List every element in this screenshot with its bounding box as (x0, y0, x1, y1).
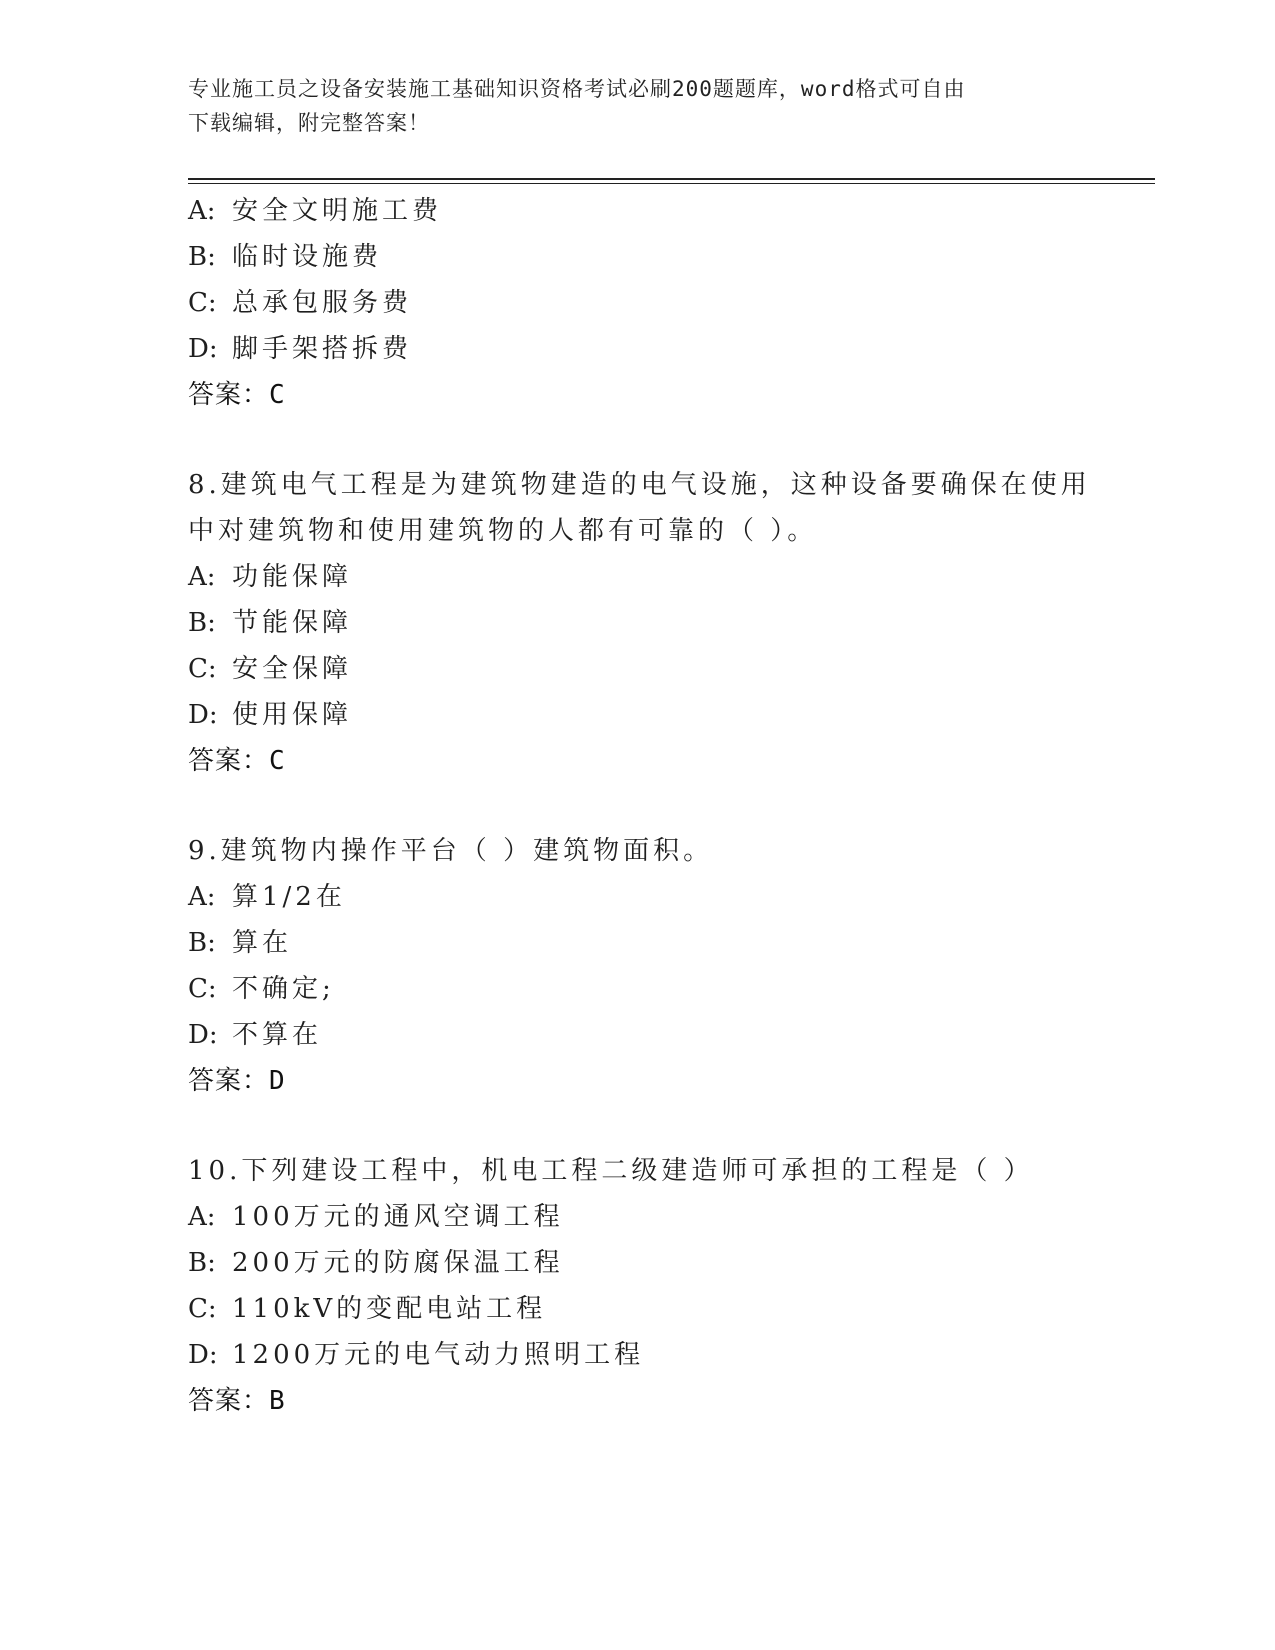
option-text: 总承包服务费 (232, 288, 413, 318)
question-7 (188, 188, 1088, 418)
option-letter: A: (188, 196, 216, 226)
header-divider-bottom (188, 183, 1155, 184)
answer-line (188, 1378, 1088, 1424)
option-text: 安全文明施工费 (232, 196, 443, 226)
option-a (188, 874, 1088, 920)
question-stem: 10.下列建设工程中，机电工程二级建造师可承担的工程是（ ） (188, 1156, 1034, 1186)
answer-label: 答案： (188, 380, 270, 410)
option-text: 算1/2在 (232, 882, 346, 912)
answer-value: C (269, 746, 286, 776)
option-letter: A: (188, 562, 216, 592)
answer-value: B (269, 1386, 286, 1416)
option-a (188, 1194, 1088, 1240)
header-line-1: 专业施工员之设备安装施工基础知识资格考试必刷200题题库，word格式可自由 (188, 77, 966, 101)
option-text: 110kV的变配电站工程 (232, 1294, 547, 1324)
answer-label: 答案： (188, 1066, 270, 1096)
option-letter: C: (188, 1294, 217, 1324)
option-c (188, 280, 1088, 326)
question-9 (188, 828, 1088, 1104)
option-text: 算在 (232, 928, 293, 958)
option-text: 临时设施费 (232, 242, 383, 272)
option-text: 功能保障 (232, 562, 353, 592)
option-text: 脚手架搭拆费 (232, 334, 413, 364)
answer-line (188, 372, 1088, 418)
answer-line (188, 738, 1088, 784)
question-gap (188, 784, 1088, 828)
option-letter: B: (188, 242, 216, 272)
option-letter: C: (188, 974, 217, 1004)
option-c (188, 646, 1088, 692)
option-text: 不算在 (232, 1020, 323, 1050)
answer-value: D (269, 1066, 286, 1096)
option-c (188, 966, 1088, 1012)
question-gap (188, 1104, 1088, 1148)
option-letter: B: (188, 1248, 216, 1278)
question-8 (188, 462, 1091, 784)
question-10 (188, 1148, 1088, 1424)
option-text: 1200万元的电气动力照明工程 (232, 1340, 645, 1370)
option-letter: B: (188, 928, 216, 958)
option-letter: A: (188, 882, 216, 912)
option-letter: D: (188, 1340, 218, 1370)
header-line-2: 下载编辑，附完整答案！ (188, 111, 430, 135)
option-c (188, 1286, 1088, 1332)
question-gap (188, 418, 1088, 462)
option-b (188, 920, 1088, 966)
option-a (188, 554, 1088, 600)
option-text: 100万元的通风空调工程 (232, 1202, 564, 1232)
answer-label: 答案： (188, 1386, 270, 1416)
option-letter: A: (188, 1202, 216, 1232)
option-d (188, 326, 1088, 372)
option-text: 200万元的防腐保温工程 (232, 1248, 564, 1278)
document-header (188, 72, 1068, 140)
option-text: 使用保障 (232, 700, 353, 730)
option-letter: C: (188, 288, 217, 318)
option-letter: C: (188, 654, 217, 684)
option-letter: B: (188, 608, 216, 638)
option-b (188, 234, 1088, 280)
question-list (188, 188, 1091, 1424)
option-text: 安全保障 (232, 654, 353, 684)
option-letter: D: (188, 700, 218, 730)
option-letter: D: (188, 334, 218, 364)
question-stem: 9.建筑物内操作平台（ ）建筑物面积。 (188, 836, 714, 866)
question-stem-continued: 中对建筑物和使用建筑物的人都有可靠的（ ）。 (188, 516, 818, 546)
answer-label: 答案： (188, 746, 270, 776)
option-d (188, 1332, 1088, 1378)
answer-line (188, 1058, 1088, 1104)
option-letter: D: (188, 1020, 218, 1050)
option-b (188, 600, 1088, 646)
option-d (188, 692, 1088, 738)
answer-value: C (269, 380, 286, 410)
option-d (188, 1012, 1088, 1058)
question-stem: 8.建筑电气工程是为建筑物建造的电气设施，这种设备要确保在使用 (188, 470, 1091, 500)
header-divider-top (188, 178, 1155, 180)
option-text: 节能保障 (232, 608, 353, 638)
option-a (188, 188, 1088, 234)
option-text: 不确定; (232, 974, 335, 1004)
option-b (188, 1240, 1088, 1286)
